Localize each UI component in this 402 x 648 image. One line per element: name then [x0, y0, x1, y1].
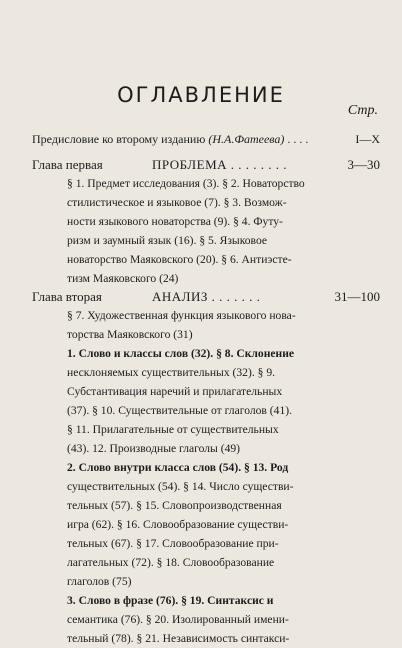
toc-line-section-heading: 1. Слово и классы слов (32). § 8. Склонение	[67, 347, 295, 360]
page-title: ОГЛАВЛЕНИЕ	[117, 83, 285, 107]
toc-line: несклоняемых существительных (32). § 9.	[67, 366, 276, 379]
preface-dots: . . . .	[287, 132, 309, 146]
toc-line: (43). 12. Производные глаголы (49)	[67, 442, 241, 455]
toc-line: тельных (57). § 15. Словопроизводственная	[67, 499, 282, 512]
chapter-1-contents	[67, 174, 380, 288]
toc-line: новаторство Маяковского (20). § 6. Антиэсте-	[67, 253, 292, 266]
chapter-1-subject-text: ПРОБЛЕМА	[152, 157, 228, 172]
toc-line: стилистическое и языковое (7). § 3. Возмож-	[67, 196, 287, 209]
preface-entry	[32, 132, 380, 147]
chapter-1-name: Глава первая	[32, 157, 103, 172]
toc-line-section-heading: 2. Слово внутри класса слов (54). § 13. Род	[67, 461, 289, 474]
toc-line: игра (62). § 16. Словообразование существи-	[67, 518, 289, 531]
toc-line: семантика (76). § 20. Изолированный имени-	[67, 613, 289, 626]
toc-line: тельных (67). § 17. Словообразование при-	[67, 537, 279, 550]
chapter-1-pages: 3—30	[347, 157, 380, 172]
toc-line: глаголов (75)	[67, 575, 132, 588]
toc-line: тельный (78). § 21. Независимость синтакси-	[67, 632, 290, 645]
toc-line: лагательных (72). § 18. Словообразование	[67, 556, 275, 569]
chapter-1-dots: . . . . . . . .	[230, 157, 288, 172]
toc-line: тизм Маяковского (24)	[67, 272, 179, 285]
preface-text: Предисловие ко второму изданию	[32, 132, 206, 146]
chapter-2-pages: 31—100	[334, 289, 380, 304]
preface-author: (Н.А.Фатеева)	[208, 132, 285, 146]
toc-line: Субстантивация наречий и прилагательных	[67, 385, 283, 398]
preface-pages: I—X	[355, 132, 380, 146]
toc-line: существительных (54). § 14. Число существи-	[67, 480, 294, 493]
toc-line: ности языкового новаторства (9). § 4. Футу-	[67, 215, 283, 228]
toc-line: § 11. Прилагательные от существительных	[67, 423, 279, 436]
chapter-2-subject-text: АНАЛИЗ	[152, 289, 208, 304]
toc-line: § 7. Художественная функция языкового нова-	[67, 309, 296, 322]
chapter-2-name: Глава вторая	[32, 289, 102, 304]
toc-line: ризм и заумный язык (16). § 5. Языковое	[67, 234, 268, 247]
pages-column-label: Стр.	[347, 103, 378, 118]
toc-line: торства Маяковского (31)	[67, 328, 193, 341]
chapter-2-subject	[152, 289, 260, 305]
toc-line-section-heading: 3. Слово в фразе (76). § 19. Синтаксис и	[67, 594, 274, 607]
chapter-1-subject	[152, 157, 287, 173]
chapter-2-dots: . . . . . . .	[211, 289, 261, 304]
toc-line: (37). § 10. Существительные от глаголов (41).	[67, 404, 293, 417]
toc-line: § 1. Предмет исследования (3). § 2. Новаторство	[67, 177, 305, 190]
chapter-2-contents	[67, 306, 380, 648]
